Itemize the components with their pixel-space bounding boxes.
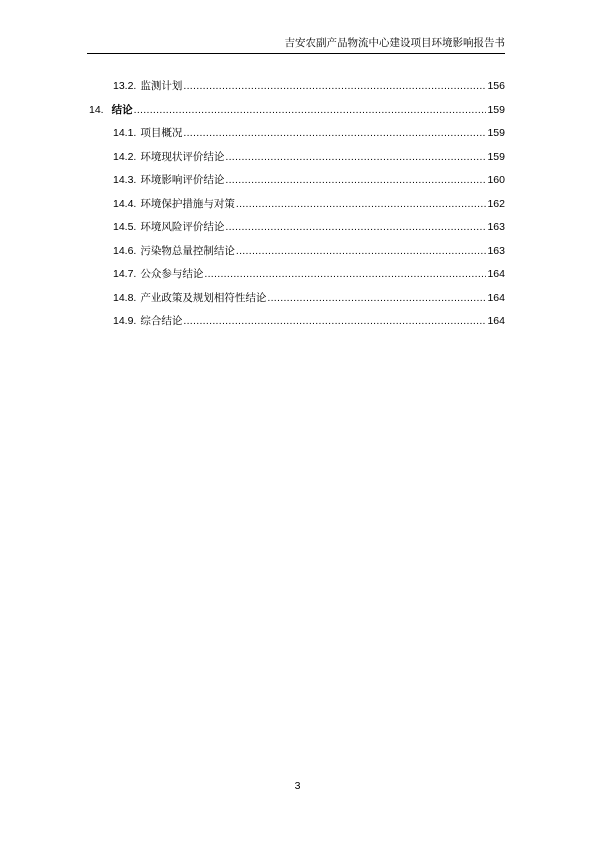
dot-leader [183, 122, 486, 146]
toc-entry-14[interactable] [89, 99, 505, 123]
dot-leader [236, 193, 487, 217]
toc-entry-title: 项目概况 [140, 127, 183, 139]
toc-entry-page: 159 [487, 150, 505, 163]
toc-entry-14-8[interactable] [89, 287, 505, 311]
toc-entry-number: 14.4. [113, 197, 137, 210]
running-header: 吉安农副产品物流中心建设项目环境影响报告书 [87, 36, 505, 54]
toc-entry-page: 164 [487, 315, 505, 327]
toc-entry-page: 163 [487, 221, 505, 233]
toc-entry-number: 14.7. [113, 268, 137, 280]
toc-entry-number: 14.2. [113, 150, 137, 163]
toc-entry-title: 环境保护措施与对策 [140, 197, 235, 210]
dot-leader [267, 287, 486, 311]
toc-entry-page: 162 [487, 197, 505, 210]
toc-entry-number: 13.2. [113, 80, 137, 92]
dot-leader [204, 263, 486, 287]
toc-entry-title: 综合结论 [140, 315, 183, 327]
dot-leader [225, 169, 486, 193]
toc-entry-14-1[interactable] [89, 122, 505, 146]
toc-entry-13-2[interactable] [89, 75, 505, 99]
toc-entry-page: 160 [487, 174, 505, 186]
toc-entry-14-7[interactable] [89, 263, 505, 287]
dot-leader [183, 310, 486, 334]
toc-entry-number: 14. [89, 103, 104, 116]
toc-entry-number: 14.9. [113, 315, 137, 327]
toc-entry-title: 结论 [111, 103, 133, 116]
toc-entry-page: 164 [487, 291, 505, 304]
toc-entry-page: 159 [487, 127, 505, 139]
toc-entry-14-3[interactable] [89, 169, 505, 193]
toc-entry-title: 公众参与结论 [140, 268, 204, 280]
toc-entry-14-6[interactable] [89, 240, 505, 264]
toc-entry-14-5[interactable] [89, 216, 505, 240]
toc-entry-number: 14.6. [113, 244, 137, 257]
toc-entry-title: 环境风险评价结论 [140, 221, 225, 233]
toc-entry-page: 164 [487, 268, 505, 280]
toc-entry-number: 14.3. [113, 174, 137, 186]
toc-entry-number: 14.1. [113, 127, 137, 139]
dot-leader [134, 99, 487, 123]
toc-entry-number: 14.5. [113, 221, 137, 233]
toc-entry-page: 159 [487, 103, 505, 116]
dot-leader [225, 216, 486, 240]
toc-entry-title: 环境影响评价结论 [140, 174, 225, 186]
dot-leader [236, 240, 487, 264]
toc-entry-14-9[interactable] [89, 310, 505, 334]
toc-entry-14-4[interactable] [89, 193, 505, 217]
toc-entry-page: 163 [487, 244, 505, 257]
toc-entry-14-2[interactable] [89, 146, 505, 170]
toc-entry-title: 产业政策及规划相符性结论 [140, 291, 267, 304]
table-of-contents [89, 75, 505, 334]
toc-entry-number: 14.8. [113, 291, 137, 304]
toc-entry-title: 监测计划 [140, 80, 183, 92]
toc-entry-page: 156 [487, 80, 505, 92]
toc-entry-title: 污染物总量控制结论 [140, 244, 235, 257]
toc-entry-title: 环境现状评价结论 [140, 150, 225, 163]
dot-leader [225, 146, 486, 170]
dot-leader [183, 75, 486, 99]
page-number: 3 [294, 780, 301, 792]
